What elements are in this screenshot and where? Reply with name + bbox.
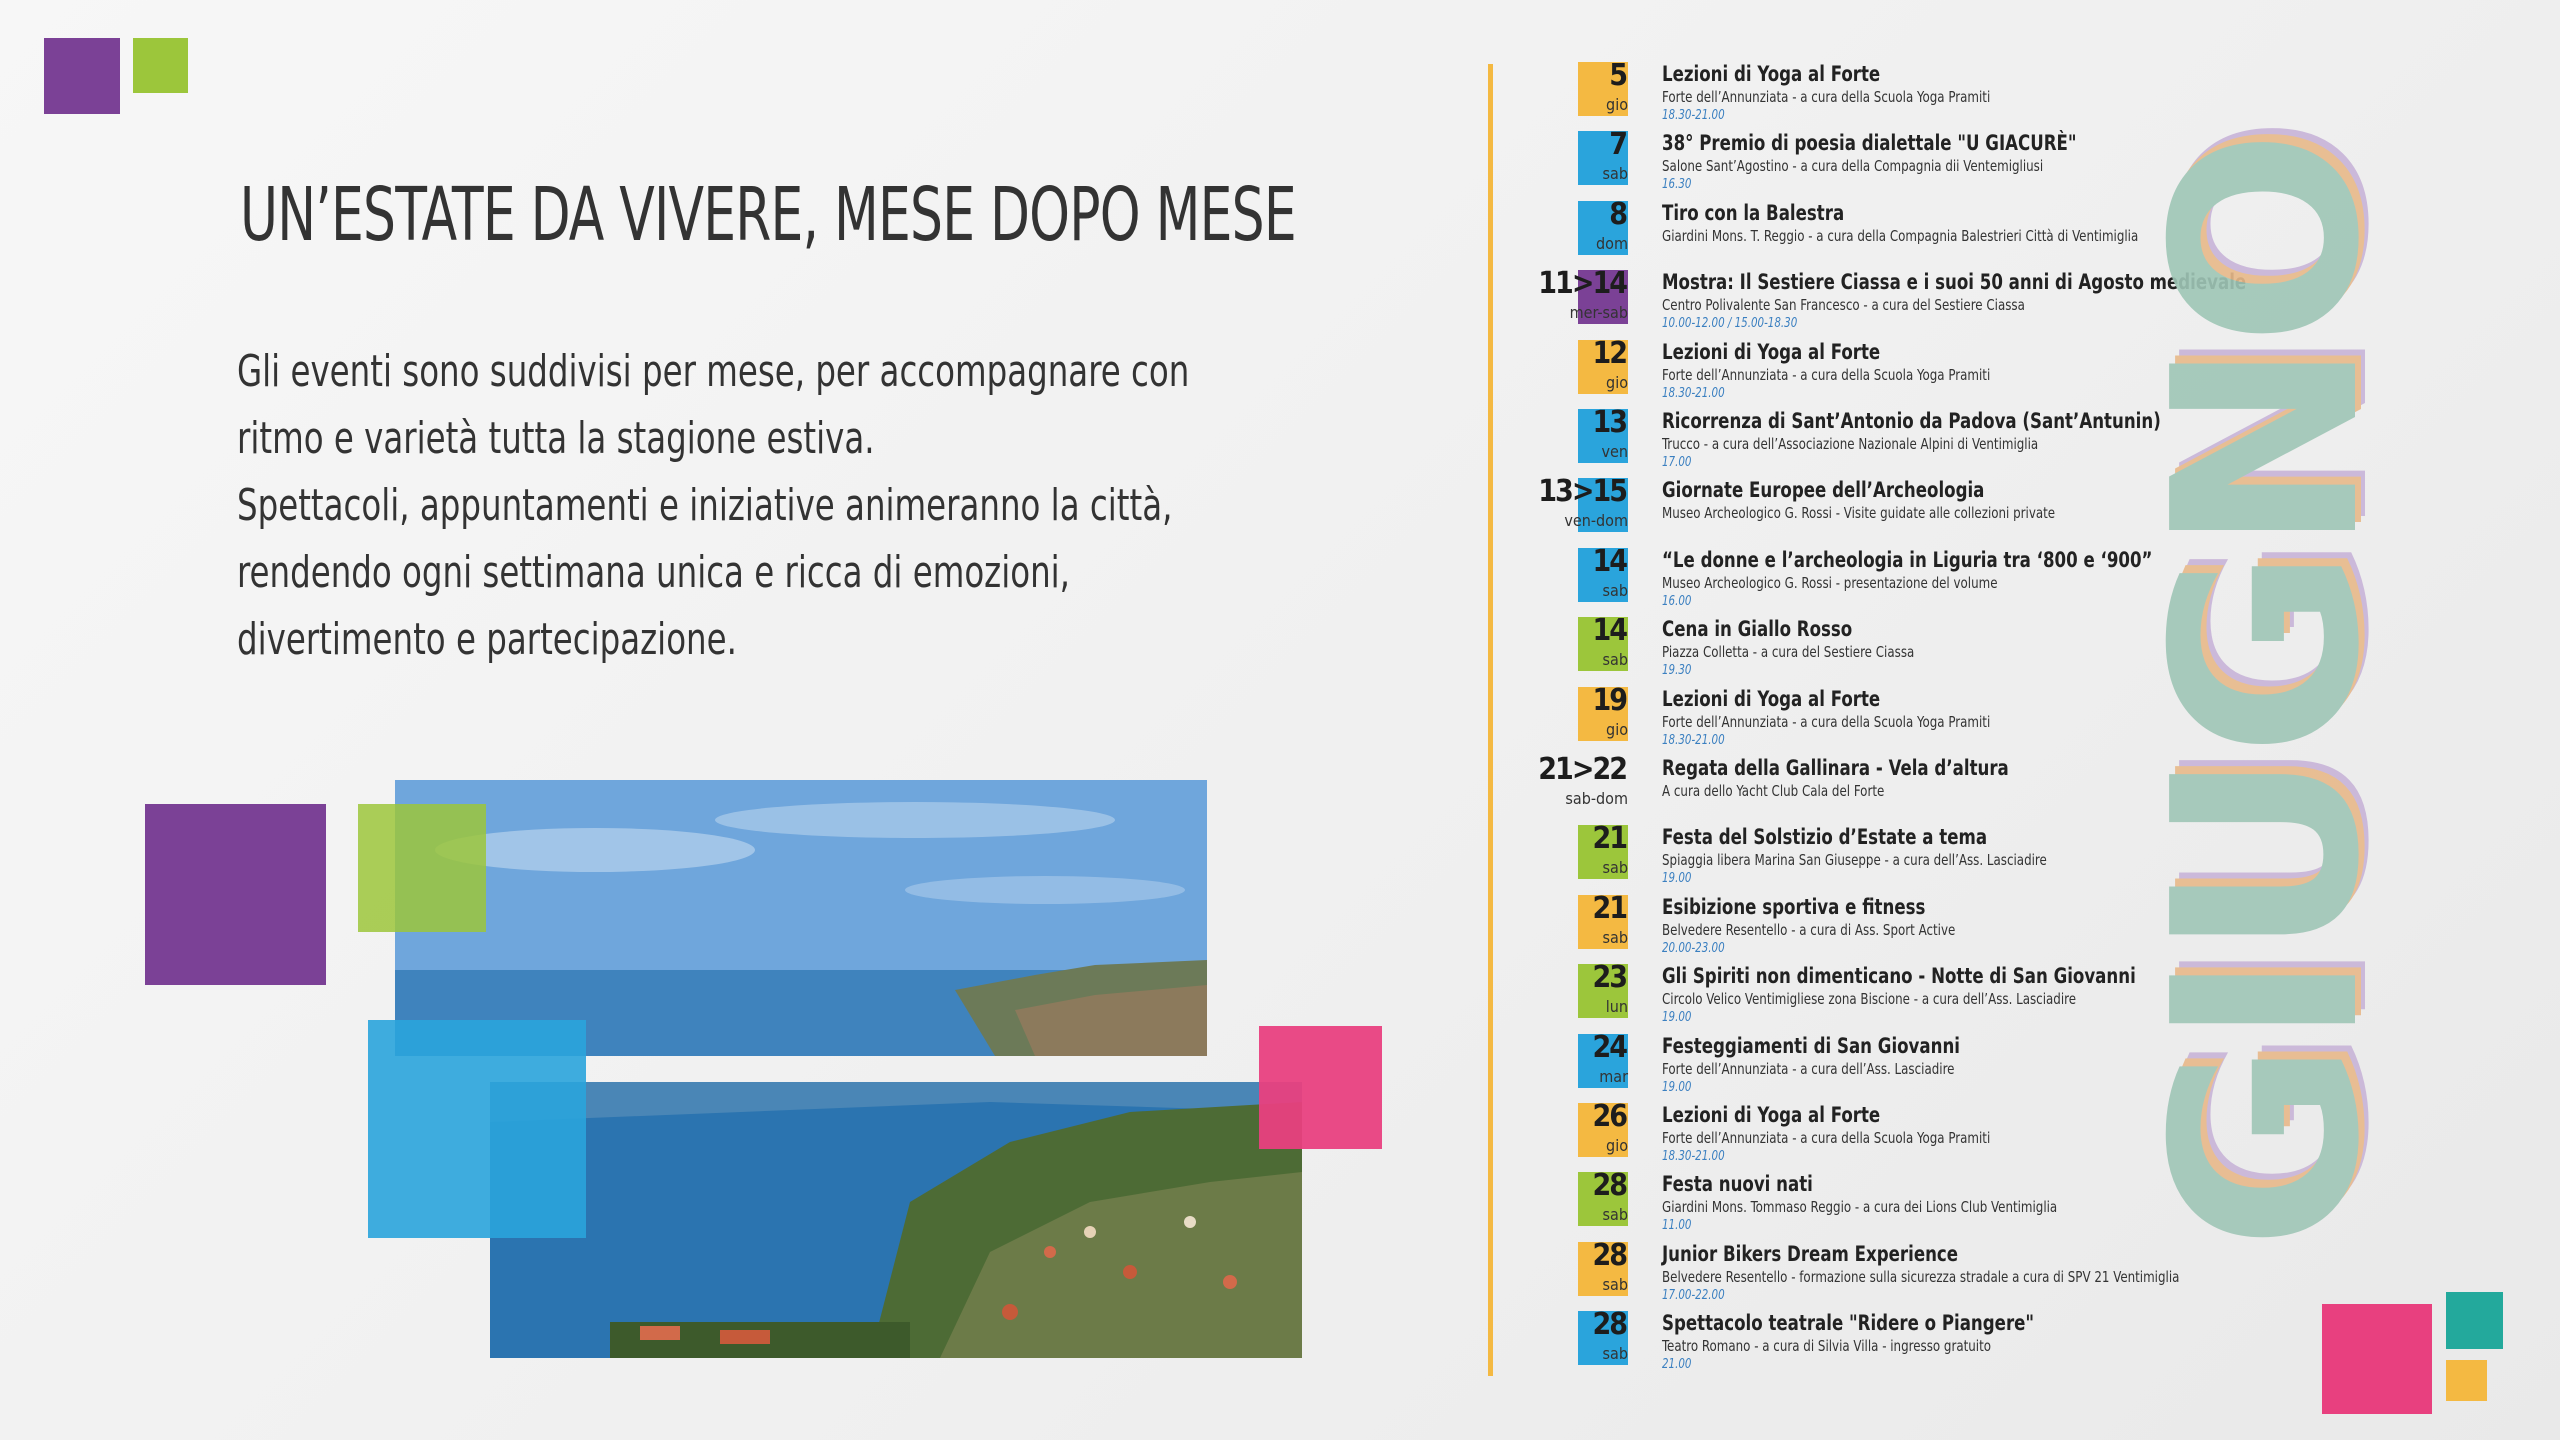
event-location: Forte dell’Annunziata - a cura della Scuola Yoga Pramiti: [1662, 1129, 1991, 1147]
event-title: Cena in Giallo Rosso: [1662, 617, 1853, 642]
event-time: 19.00: [1662, 1079, 1692, 1095]
event-weekday: gio: [1606, 372, 1628, 392]
event-date-number: 26: [1592, 1099, 1626, 1134]
event-date-number: 8: [1609, 196, 1626, 232]
event-time: 21.00: [1662, 1357, 1692, 1373]
square-yellow-bottom: [2446, 1360, 2487, 1401]
event-time: 17.00-22.00: [1662, 1287, 1725, 1303]
event-weekday: dom: [1596, 233, 1628, 253]
event-weekday: mar: [1599, 1066, 1628, 1086]
page-title: UN’ESTATE DA VIVERE, MESE DOPO MESE: [240, 172, 1296, 258]
event-date-number: 21>22: [1538, 752, 1626, 787]
event-weekday: sab: [1602, 858, 1628, 878]
event-weekday: sab: [1602, 1205, 1628, 1225]
logo-square-green: [133, 38, 188, 93]
event-date-number: 13: [1592, 405, 1626, 440]
event-time: 18.30-21.00: [1662, 108, 1725, 123]
event-time: 10.00-12.00 / 15.00-18.30: [1662, 316, 1798, 332]
event-location: Belvedere Resentello - a cura di Ass. Sport Active: [1662, 920, 1956, 939]
event-date-number: 5: [1609, 58, 1626, 93]
event-weekday: lun: [1605, 997, 1628, 1017]
event-date-number: 14: [1592, 613, 1626, 649]
logo-square-purple: [44, 38, 120, 114]
event-weekday: sab: [1602, 1344, 1628, 1364]
event-location: Trucco - a cura dell’Associazione Nazionale Alpini di Ventimiglia: [1662, 435, 2039, 453]
event-title: Regata della Gallinara - Vela d’altura: [1662, 756, 2009, 780]
intro-text: [237, 338, 1254, 673]
square-pink-bottom: [2322, 1304, 2432, 1414]
event-location: Forte dell’Annunziata - a cura della Scuola Yoga Pramiti: [1662, 712, 1991, 731]
event-weekday: sab: [1602, 927, 1628, 947]
event-date-number: 21: [1592, 821, 1626, 857]
event-location: Circolo Velico Ventimigliese zona Biscione - a cura dell’Ass. Lasciadire: [1662, 990, 2077, 1009]
event-weekday: sab: [1602, 580, 1628, 600]
event-date-number: 12: [1592, 335, 1626, 371]
event-title: Esibizione sportiva e fitness: [1662, 894, 1926, 919]
event-location: A cura dello Yacht Club Cala del Forte: [1662, 782, 1885, 800]
event-location: Giardini Mons. T. Reggio - a cura della Compagnia Balestrieri Città di Ventimiglia: [1662, 226, 2139, 245]
event-time: 18.30-21.00: [1662, 385, 1725, 401]
event-title: Lezioni di Yoga al Forte: [1662, 62, 1881, 86]
event-title: 38° Premio di poesia dialettale "U GIACURÈ": [1662, 131, 2077, 156]
event-title: Festa del Solstizio d’Estate a tema: [1662, 825, 1988, 850]
square-pink: [1259, 1026, 1382, 1149]
event-time: 19.00: [1662, 1010, 1692, 1026]
intro-line: ritmo e varietà tutta la stagione estiva.: [237, 413, 875, 464]
event-time: 18.30-21.00: [1662, 732, 1725, 748]
event-location: Centro Polivalente San Francesco - a cura del Sestiere Ciassa: [1662, 296, 2025, 315]
event-weekday: ven: [1601, 442, 1628, 461]
event-item: [1560, 1237, 2460, 1308]
event-time: 20.00-23.00: [1662, 940, 1725, 956]
event-time: 19.00: [1662, 871, 1692, 887]
event-time: 16.00: [1662, 593, 1692, 609]
event-location: Salone Sant’Agostino - a cura della Compagnia dii Ventemigliusi: [1662, 157, 2044, 176]
event-title: Gli Spiriti non dimenticano - Notte di San Giovanni: [1662, 964, 2136, 989]
event-time: 18.30-21.00: [1662, 1149, 1725, 1164]
event-location: Forte dell’Annunziata - a cura dell’Ass. Lasciadire: [1662, 1059, 1955, 1078]
intro-line: divertimento e partecipazione.: [237, 614, 737, 665]
event-title: Giornate Europee dell’Archeologia: [1662, 478, 1985, 503]
month-label: GIUGNO: [2119, 135, 2416, 1250]
event-date-number: 21: [1592, 890, 1626, 926]
event-date-number: 28: [1592, 1307, 1626, 1343]
event-location: Giardini Mons. Tommaso Reggio - a cura dei Lions Club Ventimiglia: [1662, 1198, 2058, 1217]
event-weekday: gio: [1606, 719, 1628, 739]
event-weekday: ven-dom: [1564, 511, 1628, 531]
event-date-number: 28: [1592, 1237, 1626, 1273]
intro-line: rendendo ogni settimana unica e ricca di emozioni,: [237, 547, 1071, 598]
event-date-number: 7: [1609, 127, 1626, 163]
event-time: 17.00: [1662, 455, 1692, 470]
event-weekday: sab-dom: [1565, 789, 1628, 808]
event-location: Forte dell’Annunziata - a cura della Scuola Yoga Pramiti: [1662, 88, 1991, 106]
event-location: Piazza Colletta - a cura del Sestiere Ciassa: [1662, 643, 1915, 662]
photo-coastline-sea: [395, 780, 1207, 1056]
intro-line: Spettacoli, appuntamenti e iniziative animeranno la città,: [237, 480, 1173, 531]
event-title: Lezioni di Yoga al Forte: [1662, 339, 1881, 364]
event-time: 11.00: [1662, 1218, 1692, 1234]
event-weekday: sab: [1602, 164, 1628, 184]
square-teal-bottom: [2446, 1292, 2503, 1349]
event-location: Belvedere Resentello - formazione sulla sicurezza stradale a cura di SPV 21 Ventimiglia: [1662, 1267, 2180, 1286]
event-title: Ricorrenza di Sant’Antonio da Padova (Sant’Antunin): [1662, 409, 2161, 433]
photo-coastal-town: [490, 1082, 1302, 1358]
event-weekday: gio: [1606, 95, 1628, 114]
event-weekday: sab: [1602, 650, 1628, 670]
event-location: Teatro Romano - a cura di Silvia Villa - ingresso gratuito: [1662, 1337, 1992, 1356]
event-title: Spettacolo teatrale "Ridere o Piangere": [1662, 1311, 2035, 1336]
intro-line: Gli eventi sono suddivisi per mese, per accompagnare con: [237, 346, 1190, 397]
square-blue: [368, 1020, 586, 1238]
event-time: 19.30: [1662, 663, 1692, 679]
event-title: Festeggiamenti di San Giovanni: [1662, 1033, 1960, 1058]
event-time: 16.30: [1662, 177, 1692, 193]
event-location: Spiaggia libera Marina San Giuseppe - a cura dell’Ass. Lasciadire: [1662, 851, 2047, 870]
event-title: Lezioni di Yoga al Forte: [1662, 1103, 1881, 1127]
event-title: Lezioni di Yoga al Forte: [1662, 686, 1881, 711]
event-title: Tiro con la Balestra: [1662, 200, 1845, 225]
event-weekday: gio: [1606, 1136, 1628, 1155]
event-title: “Le donne e l’archeologia in Liguria tra ‘800 e ‘900”: [1662, 547, 2153, 572]
event-weekday: mer-sab: [1569, 303, 1628, 323]
event-date-number: 28: [1592, 1168, 1626, 1204]
event-title: Festa nuovi nati: [1662, 1172, 1813, 1197]
event-date-number: 24: [1592, 1029, 1626, 1065]
event-date-number: 23: [1592, 960, 1626, 996]
event-location: Museo Archeologico G. Rossi - presentazione del volume: [1662, 573, 1998, 592]
event-location: Forte dell’Annunziata - a cura della Scuola Yoga Pramiti: [1662, 365, 1991, 384]
square-green: [358, 804, 486, 932]
event-date-number: 14: [1592, 543, 1626, 579]
square-purple: [145, 804, 326, 985]
event-title: Junior Bikers Dream Experience: [1662, 1241, 1959, 1266]
event-date-number: 13>15: [1538, 474, 1626, 510]
event-location: Museo Archeologico G. Rossi - Visite guidate alle collezioni private: [1662, 504, 2056, 523]
event-title: Mostra: Il Sestiere Ciassa e i suoi 50 anni di Agosto medievale: [1662, 270, 2247, 295]
event-date-number: 19: [1592, 682, 1626, 718]
event-date-number: 11>14: [1538, 266, 1626, 302]
event-weekday: sab: [1602, 1274, 1628, 1294]
event-item: [1560, 58, 2460, 128]
timeline-line: [1488, 64, 1493, 1376]
